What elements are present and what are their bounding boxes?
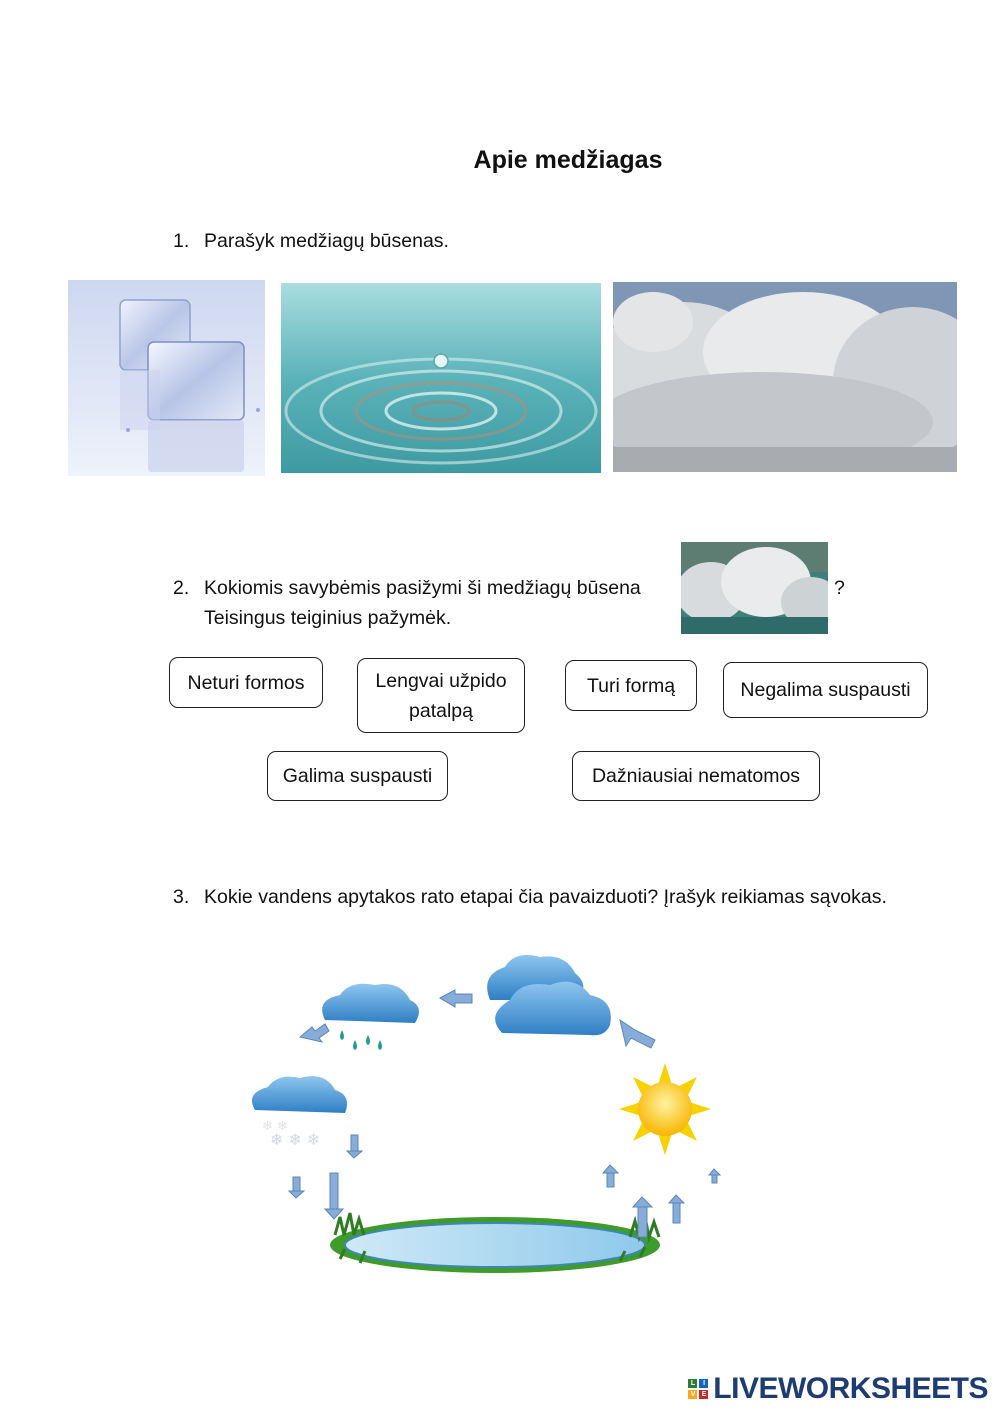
- question-2-line-2: Teisingus teiginius pažymėk.: [204, 607, 452, 629]
- logo-square: L: [688, 1379, 697, 1388]
- option-galima-suspausti[interactable]: Galima suspausti: [267, 751, 448, 801]
- liveworksheets-logo: [688, 1372, 988, 1406]
- logo-square: E: [699, 1390, 708, 1399]
- logo-square: I: [699, 1379, 708, 1388]
- question-1-text: Parašyk medžiagų būsenas.: [204, 230, 449, 252]
- svg-text:❄ ❄: ❄ ❄: [262, 1119, 288, 1134]
- option-dazniausiai-nematomos[interactable]: Dažniausiai nematomos: [572, 751, 820, 801]
- steam-thumbnail-image: [681, 542, 828, 634]
- page-title: Apie medžiagas: [473, 146, 663, 174]
- option-lengvai-uzpildo-patalpa[interactable]: Lengvai užpido patalpą: [357, 658, 525, 733]
- svg-text:❄ ❄ ❄: ❄ ❄ ❄: [270, 1130, 321, 1149]
- liveworksheets-logo-icon: [688, 1379, 708, 1399]
- question-1-number: 1.: [173, 230, 190, 252]
- brand-name: LIVEWORKSHEETS: [713, 1372, 988, 1405]
- question-mark: ?: [834, 577, 845, 599]
- question-2-line-1: Kokiomis savybėmis pasižymi ši medžiagų būsena: [204, 577, 641, 599]
- sun-icon: [619, 1063, 711, 1155]
- snow-cloud-icon: [252, 1076, 347, 1149]
- option-neturi-formos[interactable]: Neturi formos: [169, 657, 323, 708]
- steam-image: [613, 282, 957, 472]
- question-2-number: 2.: [173, 577, 190, 599]
- evaporation-clouds-icon: [487, 955, 611, 1035]
- rain-cloud-icon: [322, 984, 419, 1050]
- water-cycle-diagram: [240, 945, 740, 1295]
- question-3-text: Kokie vandens apytakos rato etapai čia pavaizduoti? Įrašyk reikiamas sąvokas.: [204, 886, 887, 908]
- question-3-number: 3.: [173, 886, 190, 908]
- logo-square: V: [688, 1390, 697, 1399]
- option-turi-forma[interactable]: Turi formą: [565, 660, 697, 711]
- water-drop-image: [281, 283, 601, 473]
- pond-icon: [330, 1213, 660, 1273]
- ice-cubes-image: [68, 280, 265, 476]
- option-negalima-suspausti[interactable]: Negalima suspausti: [723, 662, 928, 718]
